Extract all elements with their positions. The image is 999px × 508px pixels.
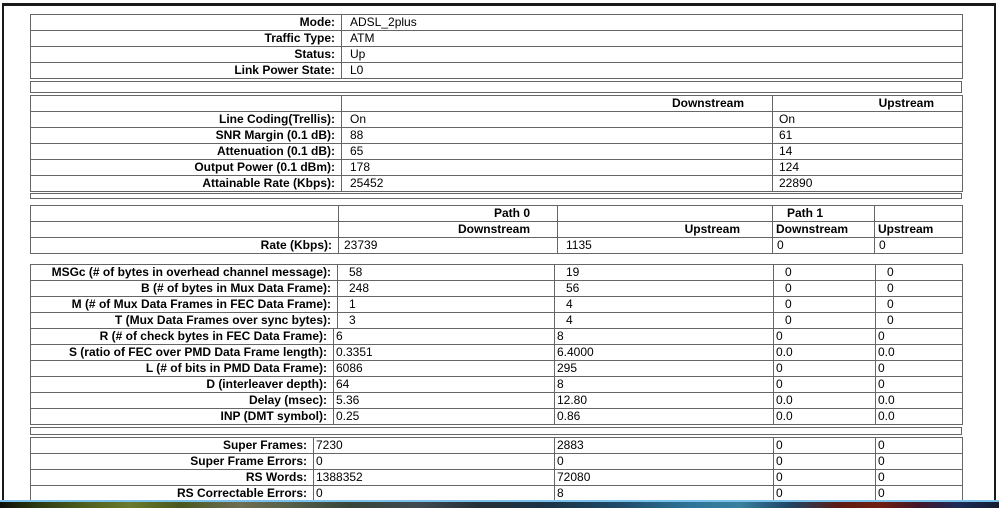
m-frames-label: M (# of Mux Data Frames in FEC Data Frame): — [31, 297, 338, 313]
stat-value: 5.36 — [334, 393, 555, 409]
table-row — [31, 438, 963, 454]
stat-value: 0 — [876, 377, 963, 393]
table-row — [31, 63, 963, 79]
stat-value: 1 — [338, 297, 555, 313]
empty-cell — [31, 222, 339, 238]
stat-value: 0 — [876, 438, 963, 454]
table-row — [31, 112, 963, 128]
stat-value: 0 — [774, 361, 876, 377]
downstream-column-header: Downstream — [342, 96, 773, 112]
stat-value: 3 — [338, 313, 555, 329]
rate-path0-downstream: 23739 — [339, 238, 558, 254]
path1-upstream-header: Upstream — [875, 222, 963, 238]
stat-value: 8 — [555, 329, 774, 345]
table-row — [31, 409, 963, 425]
stat-value: 0.0 — [876, 345, 963, 361]
table-row — [31, 470, 963, 486]
msgc-label: MSGc (# of bytes in overhead channel message): — [31, 265, 338, 281]
table-row — [31, 393, 963, 409]
column-header-row — [31, 96, 963, 112]
table-row — [31, 128, 963, 144]
stat-value: 295 — [555, 361, 774, 377]
d-interleaver-label: D (interleaver depth): — [31, 377, 334, 393]
rs-correctable-errors-label: RS Correctable Errors: — [31, 486, 314, 502]
status-label: Status: — [31, 47, 342, 63]
path0-downstream-header: Downstream — [339, 222, 558, 238]
stat-value: 8 — [555, 377, 774, 393]
rate-label: Rate (Kbps): — [31, 238, 339, 254]
stat-value: 72080 — [555, 470, 774, 486]
path-rate-table — [30, 205, 963, 254]
stat-value: 0.3351 — [334, 345, 555, 361]
traffic-type-label: Traffic Type: — [31, 31, 342, 47]
traffic-type-value: ATM — [342, 31, 963, 47]
stat-value: 0.86 — [555, 409, 774, 425]
stat-value: 0 — [314, 454, 555, 470]
attenuation-upstream: 14 — [773, 144, 963, 160]
table-row — [31, 238, 963, 254]
table-row — [31, 454, 963, 470]
table-row — [31, 265, 963, 281]
mode-value: ADSL_2plus — [342, 15, 963, 31]
counters-table — [30, 437, 963, 502]
r-check-bytes-label: R (# of check bytes in FEC Data Frame): — [31, 329, 334, 345]
stat-value: 0 — [876, 470, 963, 486]
line-coding-downstream: On — [342, 112, 773, 128]
table-row — [31, 144, 963, 160]
output-power-label: Output Power (0.1 dBm): — [31, 160, 342, 176]
background-photo-strip — [0, 500, 999, 508]
stat-value: 19 — [555, 265, 774, 281]
empty-cell — [31, 96, 342, 112]
stat-value: 0.0 — [774, 393, 876, 409]
stat-value: 4 — [555, 313, 774, 329]
table-row — [31, 31, 963, 47]
t-frames-label: T (Mux Data Frames over sync bytes): — [31, 313, 338, 329]
stat-value: 64 — [334, 377, 555, 393]
stat-value: 0 — [774, 454, 876, 470]
line-coding-upstream: On — [773, 112, 963, 128]
stats-content — [30, 14, 962, 502]
stat-value: 0 — [876, 297, 963, 313]
stat-value: 0 — [876, 486, 963, 502]
stat-value: 0 — [774, 470, 876, 486]
framing-stats-upper-table — [30, 264, 963, 329]
table-row — [31, 281, 963, 297]
stat-value: 0 — [555, 454, 774, 470]
stat-value: 1388352 — [314, 470, 555, 486]
empty-spacer-row — [30, 427, 962, 435]
b-bytes-label: B (# of bytes in Mux Data Frame): — [31, 281, 338, 297]
stat-value: 0.0 — [774, 345, 876, 361]
stat-value: 0 — [876, 454, 963, 470]
stat-value: 0 — [876, 265, 963, 281]
rate-path1-downstream: 0 — [773, 238, 875, 254]
table-row — [31, 313, 963, 329]
table-row — [31, 377, 963, 393]
attainable-rate-downstream: 25452 — [342, 176, 773, 192]
l-bits-label: L (# of bits in PMD Data Frame): — [31, 361, 334, 377]
rate-path0-upstream: 1135 — [558, 238, 773, 254]
super-frame-errors-label: Super Frame Errors: — [31, 454, 314, 470]
stat-value: 6 — [334, 329, 555, 345]
link-power-state-value: L0 — [342, 63, 963, 79]
stat-value: 0 — [314, 486, 555, 502]
status-value: Up — [342, 47, 963, 63]
stat-value: 7230 — [314, 438, 555, 454]
stat-value: 0 — [876, 329, 963, 345]
table-row — [31, 176, 963, 192]
stat-value: 0 — [774, 265, 876, 281]
empty-cell — [31, 206, 339, 222]
stat-value: 248 — [338, 281, 555, 297]
stat-value: 0.25 — [334, 409, 555, 425]
s-ratio-label: S (ratio of FEC over PMD Data Frame length): — [31, 345, 334, 361]
connection-info-table — [30, 14, 963, 79]
path1-downstream-header: Downstream — [773, 222, 875, 238]
stat-value: 0 — [876, 313, 963, 329]
stat-value: 8 — [555, 486, 774, 502]
attainable-rate-label: Attainable Rate (Kbps): — [31, 176, 342, 192]
path0-upstream-header: Upstream — [558, 222, 773, 238]
stat-value: 0 — [876, 361, 963, 377]
stat-value: 56 — [555, 281, 774, 297]
stat-value: 0 — [774, 486, 876, 502]
rs-words-label: RS Words: — [31, 470, 314, 486]
path0-header: Path 0 — [339, 206, 558, 222]
snr-margin-upstream: 61 — [773, 128, 963, 144]
stat-value: 0 — [876, 281, 963, 297]
direction-header-row — [31, 222, 963, 238]
table-row — [31, 160, 963, 176]
empty-cell — [875, 206, 963, 222]
stat-value: 6.4000 — [555, 345, 774, 361]
attenuation-downstream: 65 — [342, 144, 773, 160]
attainable-rate-upstream: 22890 — [773, 176, 963, 192]
stat-value: 0 — [774, 438, 876, 454]
stat-value: 0 — [774, 377, 876, 393]
path1-header: Path 1 — [773, 206, 875, 222]
table-row — [31, 47, 963, 63]
stat-value: 0 — [774, 281, 876, 297]
snr-margin-downstream: 88 — [342, 128, 773, 144]
stat-value: 0 — [774, 329, 876, 345]
attenuation-label: Attenuation (0.1 dB): — [31, 144, 342, 160]
mode-label: Mode: — [31, 15, 342, 31]
empty-spacer-row — [30, 81, 962, 93]
delay-label: Delay (msec): — [31, 393, 334, 409]
stat-value: 0.0 — [876, 409, 963, 425]
stat-value: 12.80 — [555, 393, 774, 409]
upstream-column-header: Upstream — [773, 96, 963, 112]
table-row — [31, 345, 963, 361]
table-row — [31, 15, 963, 31]
table-row — [31, 329, 963, 345]
rate-path1-upstream: 0 — [875, 238, 963, 254]
path-header-row — [31, 206, 963, 222]
stat-value: 6086 — [334, 361, 555, 377]
table-row — [31, 361, 963, 377]
output-power-upstream: 124 — [773, 160, 963, 176]
empty-spacer-row — [30, 193, 962, 199]
stat-value: 0.0 — [876, 393, 963, 409]
super-frames-label: Super Frames: — [31, 438, 314, 454]
line-coding-label: Line Coding(Trellis): — [31, 112, 342, 128]
snr-margin-label: SNR Margin (0.1 dB): — [31, 128, 342, 144]
stat-value: 58 — [338, 265, 555, 281]
stat-value: 0 — [774, 313, 876, 329]
table-row — [31, 297, 963, 313]
line-stats-table — [30, 95, 963, 192]
inp-label: INP (DMT symbol): — [31, 409, 334, 425]
link-power-state-label: Link Power State: — [31, 63, 342, 79]
stat-value: 0.0 — [774, 409, 876, 425]
empty-cell — [558, 206, 773, 222]
stat-value: 4 — [555, 297, 774, 313]
stat-value: 2883 — [555, 438, 774, 454]
stat-value: 0 — [774, 297, 876, 313]
output-power-downstream: 178 — [342, 160, 773, 176]
framing-stats-lower-table — [30, 328, 963, 425]
